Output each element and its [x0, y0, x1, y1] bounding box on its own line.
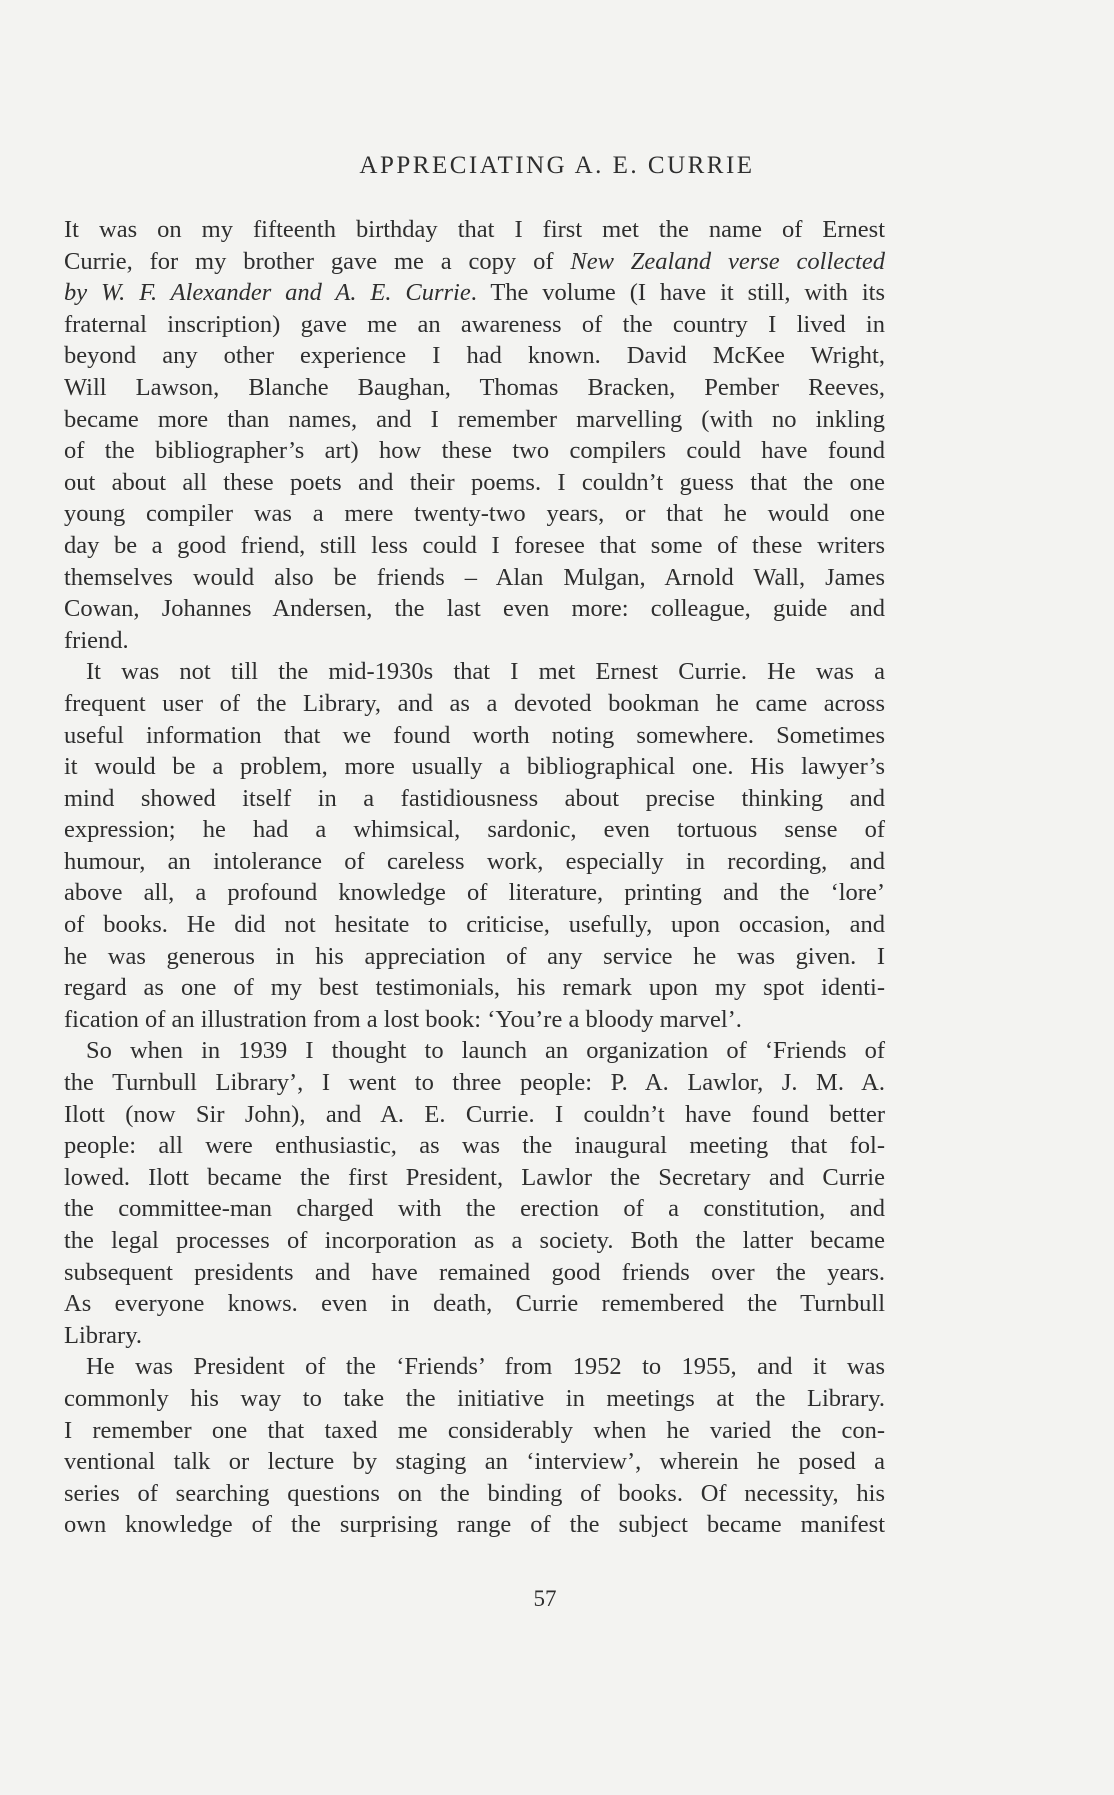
text-span: humour, an intolerance of careless work, especially in recording, and — [64, 847, 885, 875]
text-span: He was President of the ‘Friends’ from 1952 to 1955, and it was — [86, 1353, 885, 1381]
text-line — [64, 877, 885, 909]
text-span: became more than names, and I remember marvelling (with no inkling — [64, 405, 885, 433]
text-span: As everyone knows. even in death, Currie remembered the Turnbull — [64, 1290, 885, 1318]
text-span: subsequent presidents and have remained good friends over the years. — [64, 1258, 885, 1286]
text-line — [64, 814, 885, 846]
text-span: commonly his way to take the initiative in meetings at the Library. — [64, 1384, 885, 1412]
text-line — [64, 1415, 885, 1447]
text-span: I remember one that taxed me considerably when he varied the con- — [64, 1416, 885, 1444]
paragraph — [64, 214, 885, 656]
text-span: friend. — [64, 626, 129, 654]
text-line — [64, 1099, 885, 1131]
text-line — [64, 1035, 885, 1067]
text-line — [64, 467, 885, 499]
text-line — [64, 404, 885, 436]
text-line — [64, 372, 885, 404]
text-span: out about all these poets and their poems. I couldn’t guess that the one — [64, 468, 885, 496]
text-span: It was not till the mid-1930s that I met Ernest Currie. He was a — [86, 658, 885, 686]
text-span: young compiler was a mere twenty-two years, or that he would one — [64, 500, 885, 528]
text-line — [64, 246, 885, 278]
paragraph — [64, 1035, 885, 1351]
text-span: the legal processes of incorporation as a society. Both the latter became — [64, 1227, 885, 1254]
paragraph — [64, 656, 885, 1035]
text-line — [64, 277, 885, 309]
text-span: it would be a problem, more usually a bibliographical one. His lawyer’s — [64, 753, 885, 781]
text-line — [64, 1257, 885, 1289]
text-span: of books. He did not hesitate to criticise, usefully, upon occasion, and — [64, 911, 885, 939]
page-heading: APPRECIATING A. E. CURRIE — [359, 152, 755, 179]
text-line — [64, 688, 885, 720]
text-span: useful information that we found worth noting somewhere. Sometimes — [64, 721, 885, 749]
text-span: frequent user of the Library, and as a devoted bookman he came across — [64, 689, 885, 717]
italic-title-text: New Zealand verse collected — [570, 247, 885, 275]
text-span: expression; he had a whimsical, sardonic, even tortuous sense of — [64, 816, 885, 844]
text-span: Cowan, Johannes Andersen, the last even more: colleague, guide and — [64, 595, 885, 623]
text-line — [64, 720, 885, 752]
text-span: Currie, for my brother gave me a copy of — [64, 247, 571, 275]
text-span: Will Lawson, Blanche Baughan, Thomas Bracken, Pember Reeves, — [64, 373, 885, 401]
text-span: the committee-man charged with the erection of a constitution, and — [64, 1195, 885, 1223]
text-span: day be a good friend, still less could I foresee that some of these writers — [64, 531, 885, 559]
text-line — [64, 1193, 885, 1225]
text-span: fication of an illustration from a lost book: ‘You’re a bloody marvel’. — [64, 1005, 742, 1033]
body-text — [64, 214, 885, 1541]
text-span: own knowledge of the surprising range of the subject became manifest — [64, 1511, 885, 1539]
text-span: mind showed itself in a fastidiousness about precise thinking and — [64, 784, 885, 812]
text-line — [64, 1446, 885, 1478]
text-line — [64, 1162, 885, 1194]
text-line — [64, 593, 885, 625]
text-span: Ilott (now Sir John), and A. E. Currie. I couldn’t have found better — [64, 1100, 885, 1128]
text-line — [64, 340, 885, 372]
italic-title-text: by W. F. Alexander and A. E. Currie — [64, 279, 471, 307]
text-span: of the bibliographer’s art) how these two compilers could have found — [64, 437, 885, 465]
text-line — [64, 435, 885, 467]
text-span: beyond any other experience I had known. David McKee Wright, — [64, 342, 885, 370]
text-line — [64, 941, 885, 973]
text-line — [64, 1130, 885, 1162]
text-line — [64, 498, 885, 530]
text-line — [64, 1004, 885, 1036]
text-line — [64, 309, 885, 341]
text-span: It was on my fifteenth birthday that I first met the name of Ernest — [64, 216, 885, 243]
text-span: So when in 1939 I thought to launch an organization of ‘Friends of — [86, 1037, 885, 1065]
text-line — [64, 909, 885, 941]
text-line — [64, 783, 885, 815]
text-span: fraternal inscription) gave me an awareness of the country I lived in — [64, 310, 885, 338]
text-span: he was generous in his appreciation of any service he was given. I — [64, 942, 885, 970]
text-span: people: all were enthusiastic, as was the inaugural meeting that fol- — [64, 1132, 885, 1160]
text-span: . The volume (I have it still, with its — [470, 279, 885, 307]
text-span: lowed. Ilott became the first President, Lawlor the Secretary and Currie — [64, 1163, 885, 1191]
text-span: regard as one of my best testimonials, his remark upon my spot identi- — [64, 974, 885, 1002]
text-line — [64, 1225, 885, 1257]
text-line — [64, 1383, 885, 1415]
text-line — [64, 656, 885, 688]
text-line — [64, 846, 885, 878]
text-line — [64, 214, 885, 246]
text-line — [64, 751, 885, 783]
text-span: series of searching questions on the binding of books. Of necessity, his — [64, 1479, 885, 1507]
text-span: ventional talk or lecture by staging an ‘interview’, wherein he posed a — [64, 1448, 885, 1476]
text-line — [64, 972, 885, 1004]
text-span: themselves would also be friends – Alan Mulgan, Arnold Wall, James — [64, 563, 885, 591]
text-line — [64, 1320, 885, 1352]
page-number: 57 — [533, 1586, 557, 1611]
text-line — [64, 562, 885, 594]
text-span: the Turnbull Library’, I went to three people: P. A. Lawlor, J. M. A. — [64, 1069, 885, 1097]
text-span: above all, a profound knowledge of literature, printing and the ‘lore’ — [64, 879, 885, 907]
text-line — [64, 1478, 885, 1510]
paragraph — [64, 1351, 885, 1541]
text-line — [64, 530, 885, 562]
text-line — [64, 625, 885, 657]
text-line — [64, 1509, 885, 1541]
text-line — [64, 1351, 885, 1383]
text-line — [64, 1288, 885, 1320]
text-line — [64, 1067, 885, 1099]
text-span: Library. — [64, 1321, 142, 1349]
